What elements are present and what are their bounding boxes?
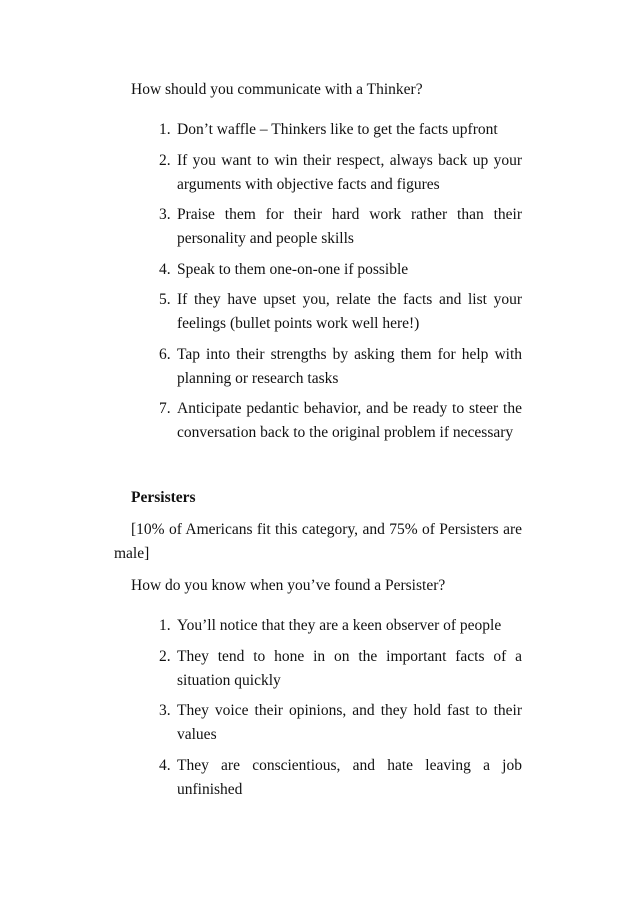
list-item-number: 2.: [159, 152, 171, 169]
list-item-text: If they have upset you, relate the facts and list your feelings (bullet points work well here!): [177, 291, 522, 332]
list-item-text: They voice their opinions, and they hold fast to their values: [177, 702, 522, 743]
list-item-number: 5.: [159, 291, 171, 308]
persisters-stat-paragraph: [10% of Americans fit this category, and 75% of Persisters are male]: [114, 521, 522, 562]
list-item-number: 3.: [159, 206, 171, 223]
list-item-text: Don’t waffle – Thinkers like to get the facts upfront: [177, 121, 498, 138]
thinker-communication-question: How should you communicate with a Thinker?: [131, 81, 423, 98]
list-item-text: Tap into their strengths by asking them for help with planning or research tasks: [177, 346, 522, 387]
list-item-number: 1.: [159, 121, 171, 138]
list-item-text: They are conscientious, and hate leaving a job unfinished: [177, 757, 522, 798]
list-item-number: 3.: [159, 702, 171, 719]
persister-identification-question: How do you know when you’ve found a Persister?: [131, 577, 446, 594]
list-item-text: They tend to hone in on the important facts of a situation quickly: [177, 648, 522, 689]
persisters-heading: Persisters: [131, 489, 196, 506]
list-item-text: Speak to them one-on-one if possible: [177, 261, 409, 278]
list-item-number: 2.: [159, 648, 171, 665]
list-item-number: 1.: [159, 617, 171, 634]
list-item-number: 6.: [159, 346, 171, 363]
list-item-number: 4.: [159, 261, 171, 278]
list-item-number: 4.: [159, 757, 171, 774]
list-item-text: You’ll notice that they are a keen observer of people: [177, 617, 502, 634]
list-item-text: If you want to win their respect, always back up your arguments with objective facts and figures: [177, 152, 522, 193]
list-item-text: Anticipate pedantic behavior, and be ready to steer the conversation back to the original problem if necessary: [177, 400, 522, 441]
list-item-text: Praise them for their hard work rather than their personality and people skills: [177, 206, 522, 247]
list-item-number: 7.: [159, 400, 171, 417]
